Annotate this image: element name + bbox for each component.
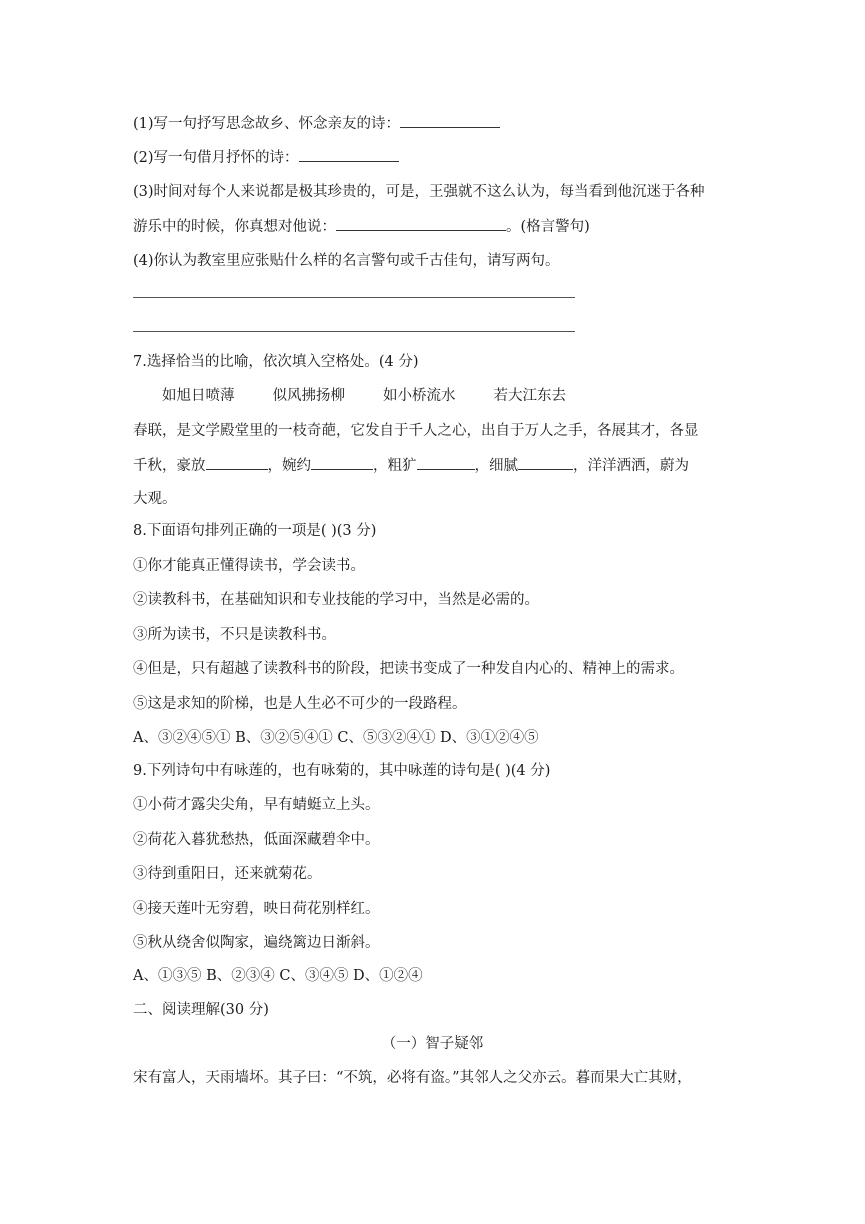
q7-text: ，洋洋洒洒，蔚为 — [573, 458, 689, 474]
q7-option: 似风拂扬柳 — [272, 388, 345, 404]
answer-blank[interactable] — [206, 455, 268, 470]
passage-text-line-1: 宋有富人，天雨墙坏。其子曰：“不筑，必将有盗。”其邻人之父亦云。暮而果大亡其财， — [133, 1070, 692, 1086]
answer-blank[interactable] — [299, 147, 399, 162]
q7-text: 千秋，豪放 — [133, 458, 206, 474]
q7-passage-line-3: 大观。 — [133, 491, 177, 507]
answer-blank[interactable] — [400, 113, 500, 128]
q8-sentence-3: ③所为读书，不只是读教科书。 — [133, 627, 336, 643]
q6-item-2 — [133, 147, 399, 167]
q7-options — [162, 386, 604, 406]
q9-answer-choices: A、①③⑤ B、②③④ C、③④⑤ D、①②④ — [133, 968, 423, 984]
q8-title: 8.下面语句排列正确的一项是( )(3 分) — [133, 523, 377, 539]
answer-blank[interactable] — [417, 455, 475, 470]
q9-title: 9.下列诗句中有咏莲的，也有咏菊的，其中咏莲的诗句是( )(4 分) — [133, 763, 551, 779]
q8-sentence-2: ②读教科书，在基础知识和专业技能的学习中，当然是必需的。 — [133, 592, 539, 608]
answer-blank[interactable] — [518, 455, 573, 470]
q7-option: 如旭日喷薄 — [162, 388, 235, 404]
q7-option: 如小桥流水 — [383, 388, 456, 404]
q6-item-1 — [133, 113, 500, 133]
q8-sentence-4: ④但是，只有超越了读教科书的阶段，把读书变成了一种发自内心的、精神上的需求。 — [133, 661, 684, 677]
q9-sentence-2: ②荷花入暮犹愁热，低面深藏碧伞中。 — [133, 832, 380, 848]
q7-text: ，细腻 — [474, 458, 518, 474]
q7-title: 7.选择恰当的比喻，依次填入空格处。(4 分) — [133, 354, 419, 370]
q9-sentence-1: ①小荷才露尖尖角，早有蜻蜓立上头。 — [133, 797, 380, 813]
q7-text: ，婉约 — [267, 458, 311, 474]
q9-sentence-5: ⑤秋从绕舍似陶家，遍绕篱边日渐斜。 — [133, 935, 380, 951]
q6-item-3-suffix: 。(格言警句) — [506, 219, 590, 235]
q6-item-4: (4)你认为教室里应张贴什么样的名言警句或千古佳句，请写两句。 — [133, 253, 560, 269]
q8-answer-choices: A、③②④⑤① B、③②⑤④① C、⑤③②④① D、③①②④⑤ — [133, 730, 539, 746]
q6-item-3-text: 游乐中的时候，你真想对他说： — [133, 219, 336, 235]
q6-item-2-text: (2)写一句借月抒怀的诗： — [133, 150, 299, 166]
passage-title: （一）智子疑邻 — [381, 1036, 484, 1052]
q9-sentence-3: ③待到重阳日，还来就菊花。 — [133, 866, 322, 882]
q7-text: ，粗犷 — [373, 458, 417, 474]
answer-line[interactable] — [133, 331, 575, 332]
q9-sentence-4: ④接天莲叶无穷碧，映日荷花别样红。 — [133, 901, 380, 917]
q7-passage-line-2 — [133, 455, 689, 475]
q6-item-1-text: (1)写一句抒写思念故乡、怀念亲友的诗： — [133, 116, 401, 132]
q7-passage-line-1: 春联，是文学殿堂里的一枝奇葩，它发自于千人之心，出自于万人之手，各展其才，各显 — [133, 423, 699, 439]
q6-item-3-line-2 — [133, 216, 590, 236]
answer-line[interactable] — [133, 297, 575, 298]
section-heading: 二、阅读理解(30 分) — [133, 1002, 269, 1018]
q7-option: 若大江东去 — [493, 388, 566, 404]
q8-sentence-1: ①你才能真正懂得读书，学会读书。 — [133, 558, 365, 574]
answer-blank[interactable] — [311, 455, 373, 470]
q8-sentence-5: ⑤这是求知的阶梯，也是人生必不可少的一段路程。 — [133, 696, 467, 712]
answer-blank[interactable] — [336, 216, 506, 231]
q6-item-3-line-1: (3)时间对每个人来说都是极其珍贵的，可是，王强就不这么认为，每当看到他沉迷于各种 — [133, 184, 705, 200]
